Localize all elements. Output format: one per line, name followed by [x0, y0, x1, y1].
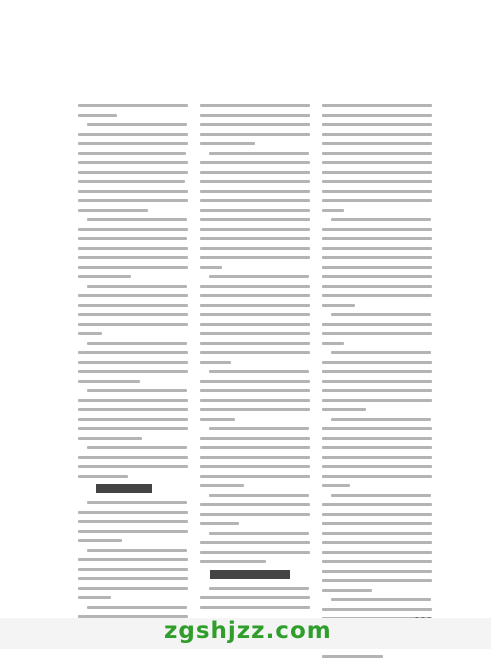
paragraph-placeholder [200, 152, 310, 269]
column-middle [200, 104, 310, 615]
paragraph-placeholder [322, 418, 432, 488]
paragraph-placeholder [200, 494, 310, 526]
paragraph-placeholder [78, 342, 188, 383]
paragraph-placeholder [78, 285, 188, 336]
paragraph-placeholder [322, 494, 432, 592]
paragraph-placeholder [78, 549, 188, 600]
column-right [322, 104, 432, 665]
paragraph-placeholder [322, 313, 432, 345]
paragraph-placeholder [78, 501, 188, 542]
paragraph-placeholder [322, 218, 432, 307]
paragraph-placeholder [78, 446, 188, 478]
watermark-text: zgshjzz.com [164, 618, 332, 644]
paragraph-placeholder [200, 532, 310, 564]
section-heading-left [96, 484, 152, 493]
column-left [78, 104, 188, 634]
paragraph-placeholder [200, 427, 310, 487]
paragraph-placeholder [322, 104, 432, 212]
paragraph-placeholder [200, 104, 310, 145]
paragraph-placeholder [200, 370, 310, 421]
paragraph-placeholder [78, 123, 188, 212]
paragraph-placeholder [322, 351, 432, 411]
paragraph-placeholder [200, 275, 310, 364]
paragraph-placeholder [78, 104, 188, 117]
paragraph-placeholder [78, 389, 188, 440]
section-heading-middle [210, 570, 290, 579]
paragraph-placeholder [200, 587, 310, 609]
paragraph-placeholder [78, 218, 188, 278]
